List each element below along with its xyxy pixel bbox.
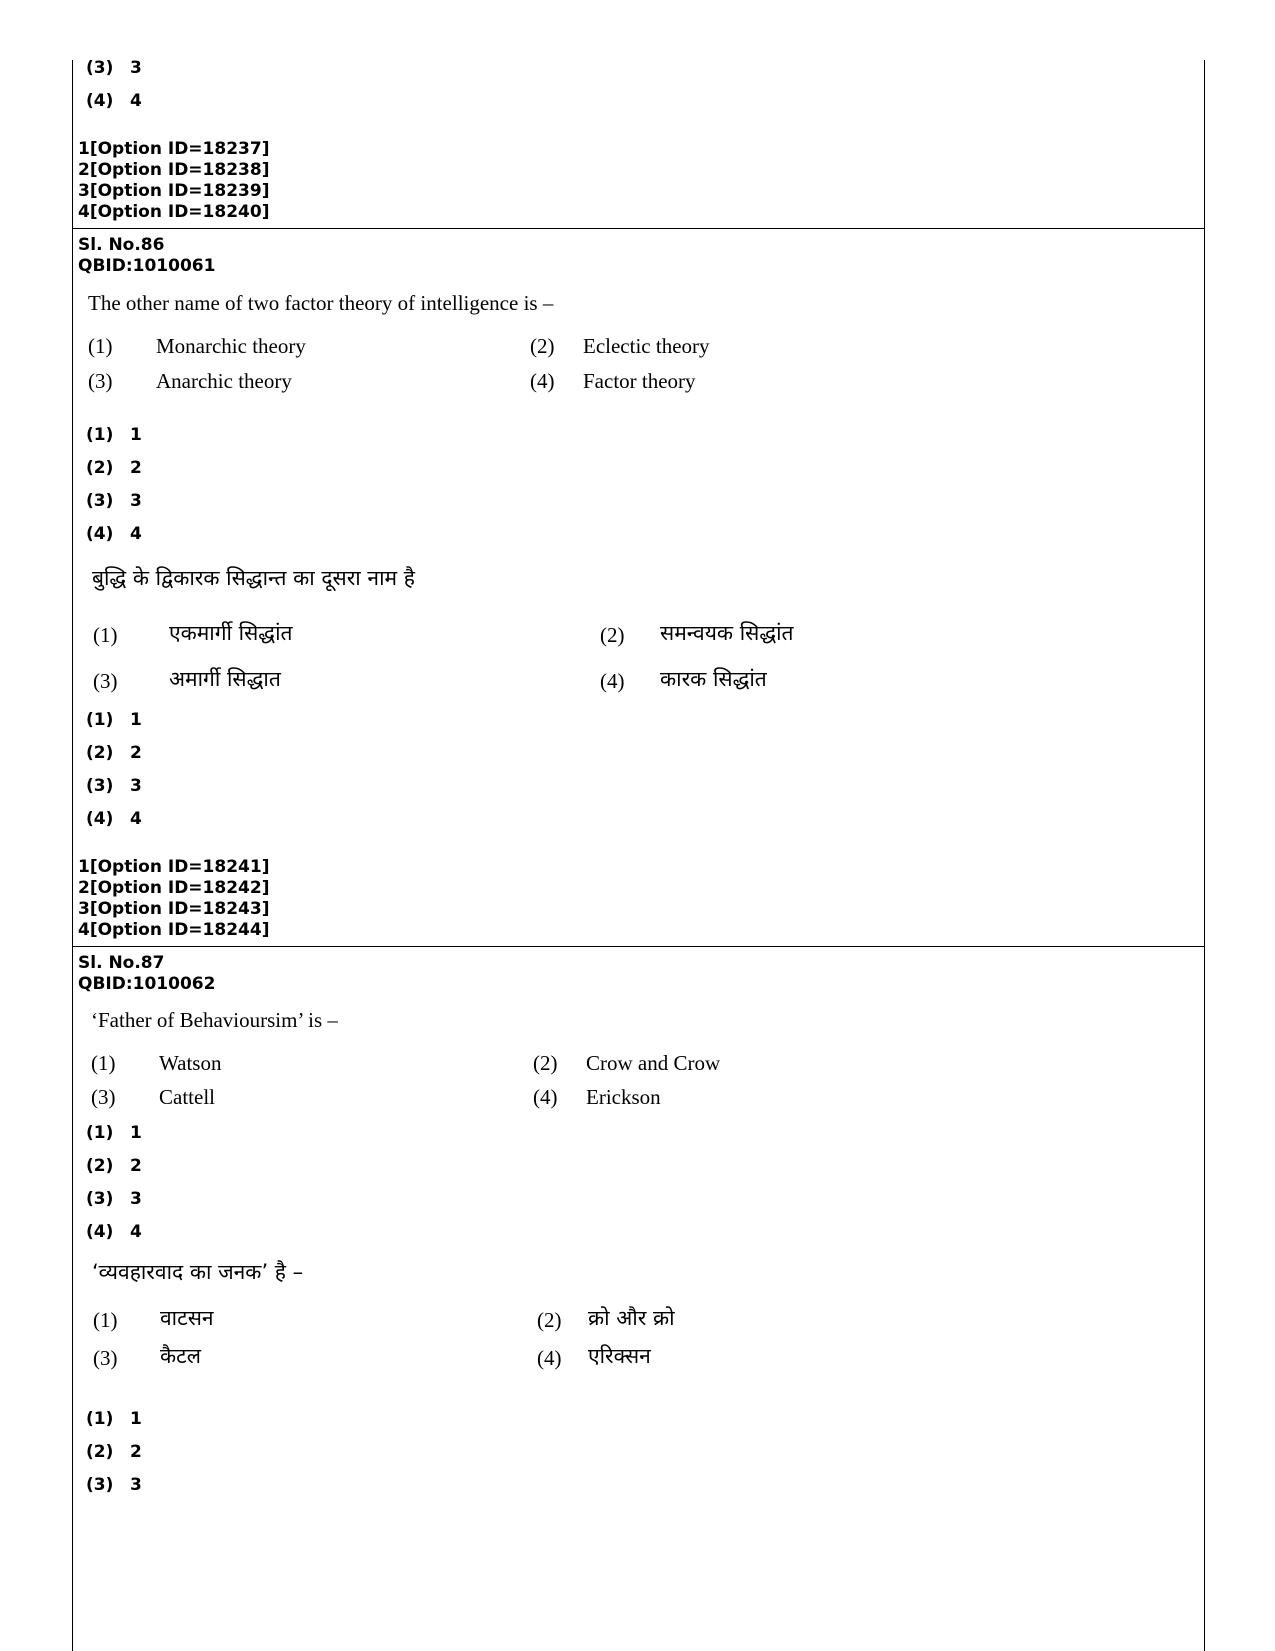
question-text-hindi: बुद्धि के द्विकारक सिद्धान्त का दूसरा नाम है: [92, 566, 415, 590]
answer-option: (2) 2: [86, 743, 142, 763]
option-number: (4): [600, 669, 625, 693]
option-text: Watson: [159, 1051, 222, 1075]
option-text: वाटसन: [160, 1306, 214, 1330]
option-number: (2): [537, 1308, 562, 1332]
option-text: एकमार्गी सिद्धांत: [169, 621, 293, 645]
option-text: Erickson: [586, 1085, 661, 1109]
option-number: (3): [93, 669, 118, 693]
option-text: अमार्गी सिद्धात: [169, 667, 281, 691]
option-number: (1): [88, 334, 113, 358]
option-id: 1[Option ID=18241]: [78, 857, 270, 877]
option-number: (3): [93, 1346, 118, 1370]
answer-option: (3) 3: [86, 1475, 142, 1495]
answer-option: (3) 3: [86, 1189, 142, 1209]
answer-option: (3) 3: [86, 491, 142, 511]
answer-option: (4) 4: [86, 1222, 142, 1242]
qbid: QBID:1010061: [78, 256, 216, 276]
option-id: 4[Option ID=18240]: [78, 202, 270, 222]
option-id-list: [78, 857, 269, 941]
answer-option: (3) 3: [86, 776, 142, 796]
option-number: (1): [91, 1051, 116, 1075]
answer-option: (1) 1: [86, 710, 142, 730]
option-id-list: [78, 139, 269, 223]
option-text: कैटल: [160, 1344, 201, 1368]
serial-number: Sl. No.87: [78, 953, 165, 973]
option-id: 1[Option ID=18237]: [78, 139, 270, 159]
option-number: (2): [600, 623, 625, 647]
option-text: एरिक्सन: [588, 1344, 651, 1368]
option-text: Monarchic theory: [156, 334, 306, 358]
answer-option: (3) 3: [86, 58, 142, 78]
option-id: 3[Option ID=18239]: [78, 181, 270, 201]
option-text: कारक सिद्धांत: [660, 667, 767, 691]
option-text: Eclectic theory: [583, 334, 710, 358]
option-number: (4): [530, 369, 555, 393]
answer-option: (4) 4: [86, 524, 142, 544]
answer-option: (2) 2: [86, 1156, 142, 1176]
option-number: (4): [537, 1346, 562, 1370]
option-id: 3[Option ID=18243]: [78, 899, 270, 919]
divider: [72, 946, 1205, 947]
option-number: (4): [533, 1085, 558, 1109]
answer-option: (4) 4: [86, 809, 142, 829]
option-text: Anarchic theory: [156, 369, 292, 393]
option-text: समन्वयक सिद्धांत: [660, 621, 794, 645]
answer-option: (1) 1: [86, 1409, 142, 1429]
question-text-hindi: ‘व्यवहारवाद का जनक’ है –: [92, 1260, 304, 1284]
answer-option: (2) 2: [86, 458, 142, 478]
option-id: 2[Option ID=18242]: [78, 878, 270, 898]
serial-number: Sl. No.86: [78, 235, 165, 255]
option-number: (3): [88, 369, 113, 393]
option-text: Factor theory: [583, 369, 696, 393]
option-id: 2[Option ID=18238]: [78, 160, 270, 180]
option-text: क्रो और क्रो: [588, 1306, 675, 1330]
option-number: (1): [93, 623, 118, 647]
option-number: (1): [93, 1308, 118, 1332]
answer-option: (4) 4: [86, 91, 142, 111]
option-number: (2): [533, 1051, 558, 1075]
answer-option: (2) 2: [86, 1442, 142, 1462]
answer-option: (1) 1: [86, 1123, 142, 1143]
question-text-english: The other name of two factor theory of intelligence is –: [88, 291, 554, 315]
option-id: 4[Option ID=18244]: [78, 920, 270, 940]
option-number: (2): [530, 334, 555, 358]
question-text-english: ‘Father of Behavioursim’ is –: [91, 1008, 338, 1032]
option-text: Cattell: [159, 1085, 215, 1109]
option-text: Crow and Crow: [586, 1051, 721, 1075]
qbid: QBID:1010062: [78, 974, 216, 994]
answer-option: (1) 1: [86, 425, 142, 445]
divider: [72, 228, 1205, 229]
option-number: (3): [91, 1085, 116, 1109]
